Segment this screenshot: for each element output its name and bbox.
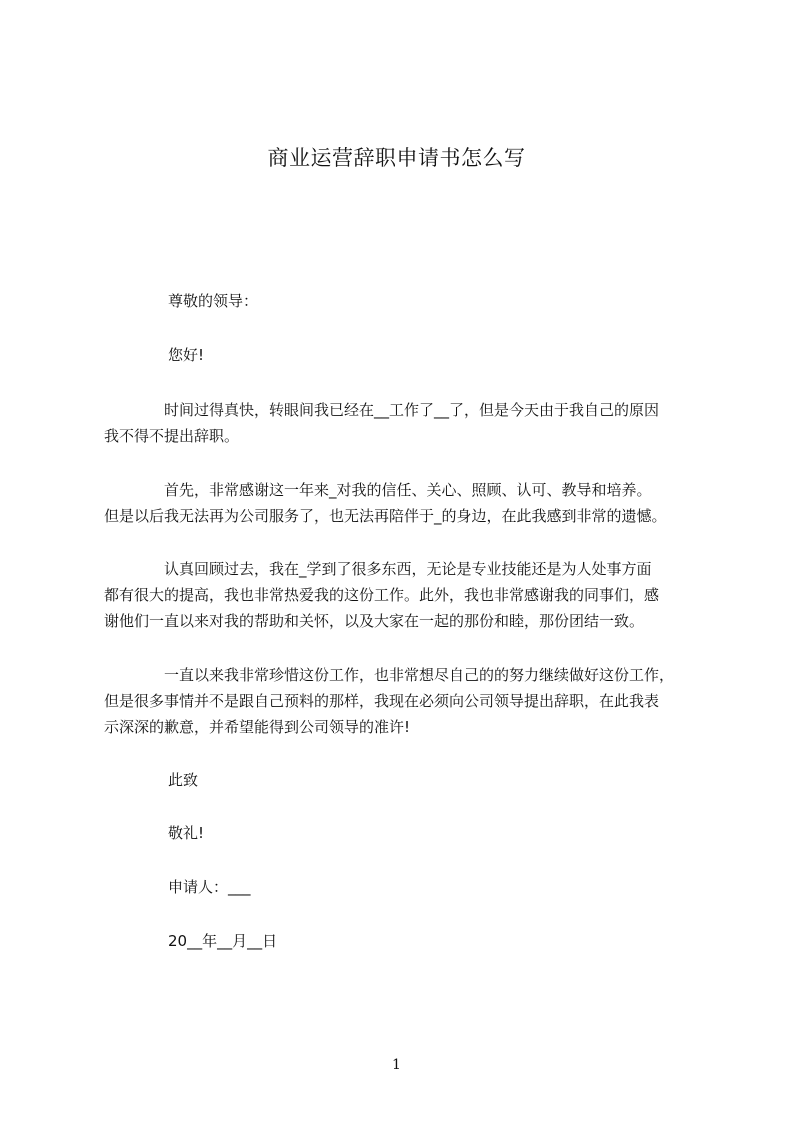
paragraph-4 [104,662,704,740]
paragraph-line: 都有很大的提高，我也非常热爱我的这份工作。此外，我也非常感谢我的同事们，感 [104,586,660,604]
date-line: 20__年__月__日 [168,932,278,950]
closing-ci-zhi: 此致 [168,771,199,789]
paragraph-line: 谢他们一直以来对我的帮助和关怀，以及大家在一起的那份和睦，那份团结一致。 [104,612,645,630]
paragraph-line: 但是以后我无法再为公司服务了，也无法再陪伴于_的身边，在此我感到非常的遗憾。 [104,507,667,525]
paragraph-line: 一直以来我非常珍惜这份工作，也非常想尽自己的的努力继续做好这份工作， [104,666,675,684]
paragraph-3 [104,556,704,634]
document-title: 商业运营辞职申请书怎么写 [267,146,526,170]
paragraph-2 [104,477,704,529]
page-number: 1 [392,1057,401,1073]
paragraph-line: 但是很多事情并不是跟自己预料的那样，我现在必须向公司领导提出辞职，在此我表 [104,692,660,710]
salutation: 尊敬的领导： [168,292,259,310]
greeting: 您好! [168,346,205,364]
paragraph-line: 首先，非常感谢这一年来_对我的信任、关心、照顾、认可、教导和培养。 [104,481,652,499]
paragraph-line: 时间过得真快，转眼间我已经在__工作了__了，但是今天由于我自己的原因 [104,401,660,419]
paragraph-line: 认真回顾过去，我在_学到了很多东西，无论是专业技能还是为人处事方面 [104,560,652,578]
paragraph-1 [104,397,704,449]
paragraph-line: 我不得不提出辞职。 [104,427,240,445]
paragraph-line: 示深深的歉意，并希望能得到公司领导的准许! [104,718,411,736]
closing-jing-li: 敬礼! [168,824,205,842]
applicant-signature-line: 申请人：___ [168,878,251,896]
